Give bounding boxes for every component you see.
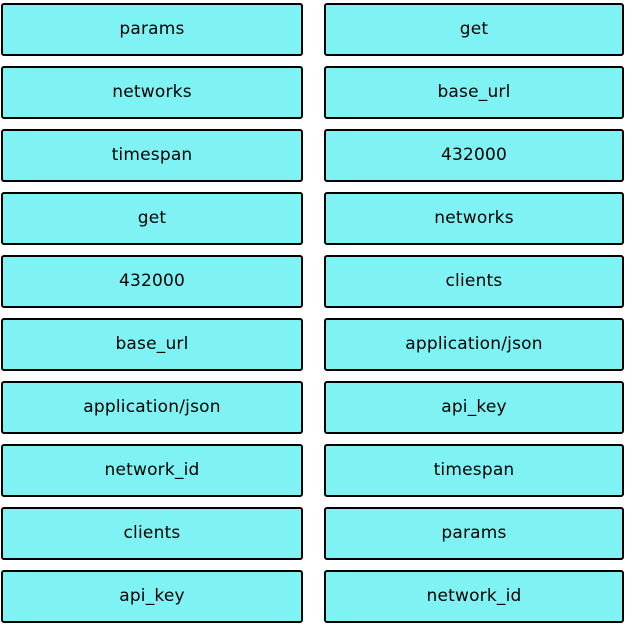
tile-label: get [137, 208, 167, 228]
tile-label: base_url [115, 334, 189, 354]
left-tile-column [1, 3, 303, 627]
tile-left-1[interactable] [1, 3, 303, 56]
tile-label: application/json [83, 397, 221, 417]
tile-right-3[interactable] [324, 129, 624, 182]
tile-left-9[interactable] [1, 507, 303, 560]
tile-label: base_url [437, 82, 511, 102]
tile-label: 432000 [440, 145, 508, 165]
tile-left-7[interactable] [1, 381, 303, 434]
tile-label: get [459, 19, 489, 39]
tile-left-6[interactable] [1, 318, 303, 371]
tile-left-8[interactable] [1, 444, 303, 497]
tile-label: networks [112, 82, 192, 102]
tile-left-3[interactable] [1, 129, 303, 182]
right-tile-column [324, 3, 624, 627]
tile-right-8[interactable] [324, 444, 624, 497]
tile-right-1[interactable] [324, 3, 624, 56]
tile-label: params [119, 19, 185, 39]
tile-right-2[interactable] [324, 66, 624, 119]
tile-label: networks [434, 208, 514, 228]
tile-label: 432000 [118, 271, 186, 291]
tile-right-4[interactable] [324, 192, 624, 245]
tile-label: api_key [441, 397, 507, 417]
tile-label: timespan [433, 460, 515, 480]
tile-right-9[interactable] [324, 507, 624, 560]
tile-right-6[interactable] [324, 318, 624, 371]
tile-right-10[interactable] [324, 570, 624, 623]
tile-label: network_id [426, 586, 522, 606]
tile-left-4[interactable] [1, 192, 303, 245]
tile-left-5[interactable] [1, 255, 303, 308]
tile-label: api_key [119, 586, 185, 606]
tile-left-10[interactable] [1, 570, 303, 623]
tile-label: clients [445, 271, 503, 291]
tile-label: clients [123, 523, 181, 543]
tile-label: params [441, 523, 507, 543]
tile-right-7[interactable] [324, 381, 624, 434]
tile-label: timespan [111, 145, 193, 165]
tile-right-5[interactable] [324, 255, 624, 308]
tile-label: network_id [104, 460, 200, 480]
tile-left-2[interactable] [1, 66, 303, 119]
tile-label: application/json [405, 334, 543, 354]
